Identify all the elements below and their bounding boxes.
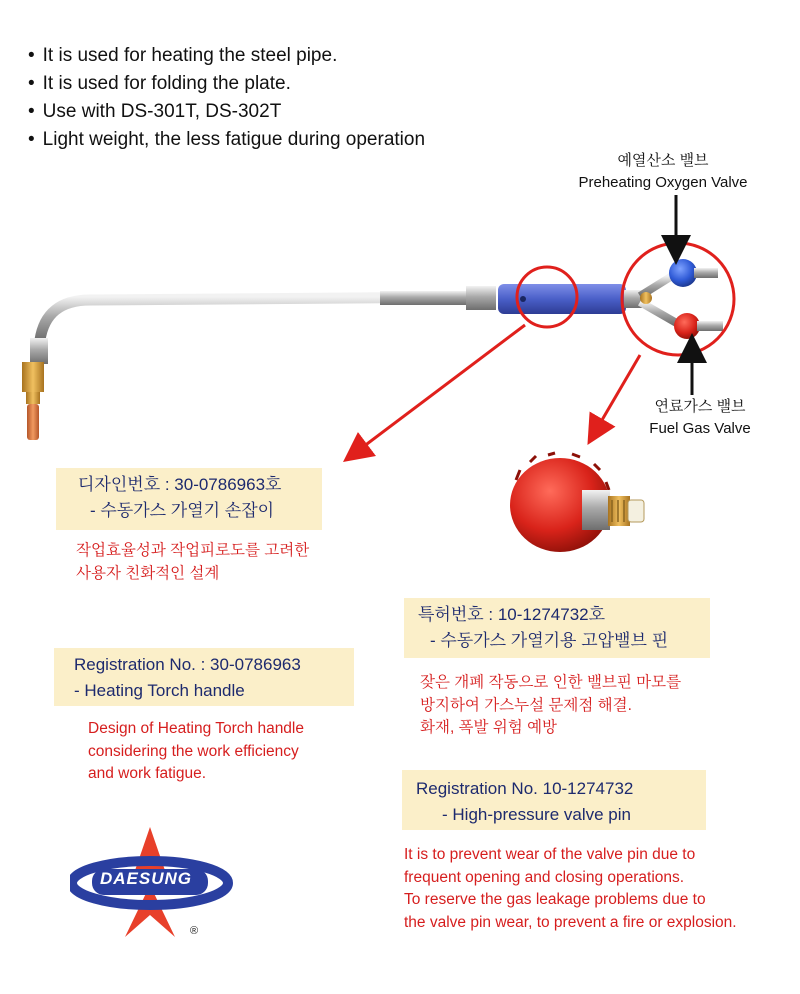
patent-note-english	[404, 844, 737, 934]
patent-note-line: 방지하여 가스누설 문제점 해결.	[420, 696, 632, 714]
feature-list	[28, 42, 548, 154]
oxygen-valve-label	[548, 150, 778, 194]
design-note-line: and work fatigue.	[88, 765, 207, 782]
registration-handle-number: Registration No. : 30-0786963	[74, 655, 301, 674]
design-note-english	[88, 718, 304, 786]
oxygen-valve-korean: 예열산소 밸브	[617, 152, 709, 169]
fuel-valve-label	[600, 396, 800, 440]
design-number: 디자인번호 : 30-0786963호	[78, 475, 282, 494]
design-note-line: 작업효율성과 작업피로도를 고려한	[76, 542, 310, 559]
patent-description: - 수동가스 가열기용 고압밸브 핀	[430, 631, 669, 650]
design-note-line: considering the work efficiency	[88, 742, 299, 760]
registration-valve-box	[402, 770, 706, 830]
patent-note-line: frequent opening and closing operations.	[404, 868, 685, 886]
design-note-line: 사용자 친화적인 설계	[76, 564, 220, 582]
fuel-valve-korean: 연료가스 밸브	[654, 398, 746, 415]
fuel-valve-english: Fuel Gas Valve	[649, 420, 751, 437]
torch-tube	[22, 286, 496, 440]
patent-note-line: To reserve the gas leakage problems due to	[404, 891, 706, 908]
feature-item: • It is used for folding the plate.	[28, 70, 548, 98]
oxygen-valve-english: Preheating Oxygen Valve	[578, 174, 748, 191]
patent-note-korean	[420, 672, 681, 740]
registered-mark: ®	[190, 925, 199, 937]
handle-arrow	[355, 325, 525, 453]
feature-item: • Light weight, the less fatigue during operation	[28, 126, 548, 154]
patent-note-line: the valve pin wear, to prevent a fire or explosion.	[404, 913, 737, 931]
daesung-logo	[70, 825, 260, 940]
design-description: - 수동가스 가열기 손잡이	[90, 501, 275, 520]
patent-number-box	[404, 598, 710, 658]
registration-valve-description: - High-pressure valve pin	[442, 805, 631, 824]
registration-handle-box	[54, 648, 354, 706]
design-note-line: Design of Heating Torch handle	[88, 720, 304, 737]
design-number-box	[56, 468, 322, 530]
valve-assembly	[640, 259, 723, 339]
patent-note-line: 화재, 폭발 위험 예방	[420, 719, 558, 736]
patent-note-line: 잦은 개폐 작동으로 인한 밸브핀 마모를	[420, 674, 682, 691]
feature-item: • Use with DS-301T, DS-302T	[28, 98, 548, 126]
patent-note-line: It is to prevent wear of the valve pin due to	[404, 846, 696, 863]
logo-name: DAESUNG	[100, 869, 193, 888]
valve-pin-closeup	[510, 453, 644, 552]
registration-valve-number: Registration No. 10-1274732	[416, 779, 634, 798]
design-note-korean	[76, 540, 309, 585]
feature-item: • It is used for heating the steel pipe.	[28, 42, 548, 70]
patent-number: 특허번호 : 10-1274732호	[418, 605, 606, 624]
registration-handle-description: - Heating Torch handle	[74, 681, 245, 700]
